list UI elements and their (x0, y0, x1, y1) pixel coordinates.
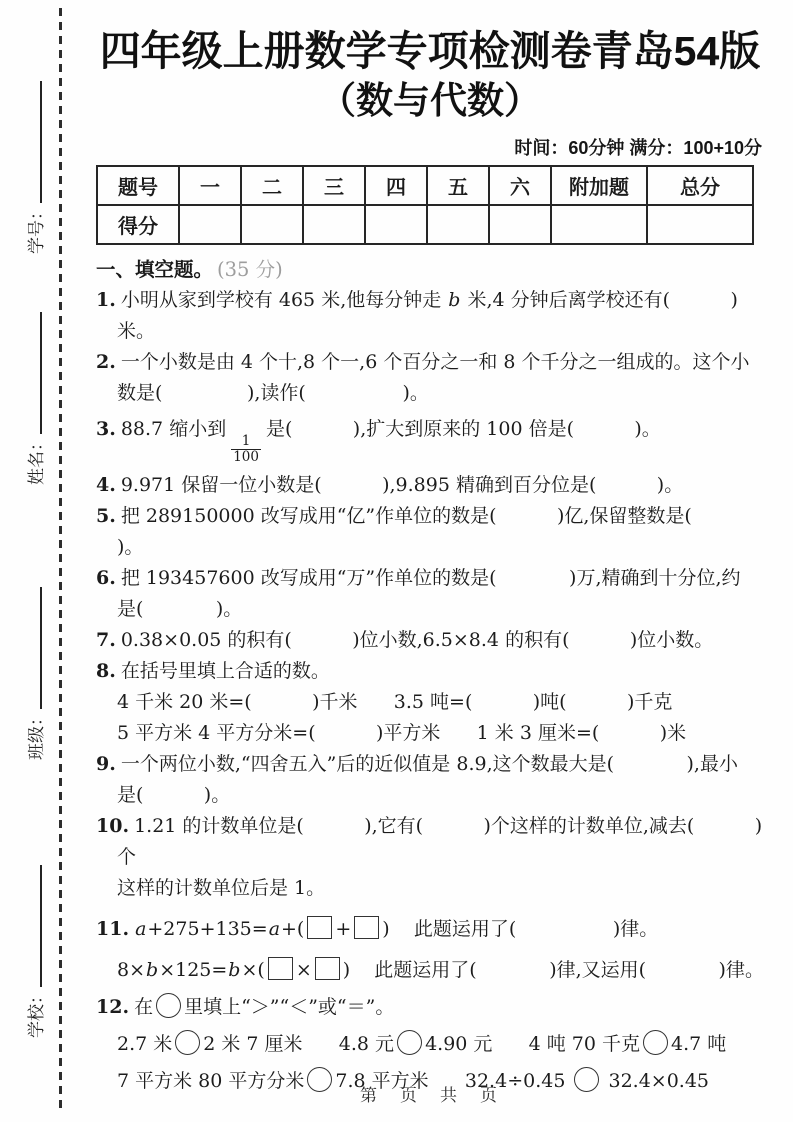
question-number: 5. (96, 504, 116, 527)
math-variable: a (135, 917, 147, 940)
question (96, 347, 764, 409)
question-number: 7. (96, 628, 116, 651)
question-line (96, 501, 764, 563)
section-points: (35 分) (217, 257, 283, 281)
question-line (117, 687, 764, 718)
blank-box (354, 916, 379, 939)
header-cell: 五 (427, 166, 489, 205)
compare-circle (156, 993, 181, 1018)
score-cell (365, 205, 427, 244)
section-heading (96, 254, 764, 282)
math-variable: b (228, 958, 241, 981)
question (96, 811, 764, 904)
score-table-header-row (97, 166, 753, 205)
blank-box (315, 957, 340, 980)
question-text: +275+135= (147, 917, 268, 940)
header-cell: 附加题 (551, 166, 647, 205)
question-number: 11. (96, 917, 130, 940)
question-text: 这样的计数单位后是 1。 (117, 876, 326, 899)
question-text: +( (281, 917, 305, 940)
question-text: 7 平方米 80 平方分米 (117, 1069, 305, 1092)
question-line (96, 656, 764, 687)
question-line (117, 378, 764, 409)
fraction-numerator: 1 (241, 432, 251, 449)
page-title: 四年级上册数学专项检测卷青岛54版 (99, 28, 761, 74)
question-text: 1.21 的计数单位是( ),它有( )个这样的计数单位,减去( )个 (117, 814, 763, 868)
question (96, 625, 764, 656)
question-line (96, 414, 764, 466)
header-cell: 六 (489, 166, 551, 205)
question-text: ) 此题运用了( )律,又运用( )律。 (342, 958, 764, 981)
question (96, 414, 764, 466)
question-number: 12. (96, 995, 130, 1018)
question-line (117, 955, 764, 986)
class-field (10, 570, 58, 760)
question-text: 在 (134, 995, 154, 1018)
question-text: 0.38×0.05 的积有( )位小数,6.5×8.4 的积有( )位小数。 (120, 628, 714, 651)
question-text: 2.7 米 (117, 1032, 173, 1055)
question-text: 7.8 平方米 32.4÷0.45 (335, 1069, 572, 1092)
question-line (117, 1029, 764, 1060)
question-text: 把 193457600 改写成用“万”作单位的数是( )万,精确到十分位,约 (120, 566, 741, 589)
question-line (96, 285, 764, 347)
question-text: × (295, 958, 312, 981)
header-cell: 一 (179, 166, 241, 205)
question-text: 把 289150000 改写成用“亿”作单位的数是( )亿,保留整数是( )。 (117, 504, 753, 558)
question-text: 在括号里填上合适的数。 (120, 659, 330, 682)
question-number: 8. (96, 659, 116, 682)
question-number: 4. (96, 473, 116, 496)
question-text: 4 千米 20 米=( )千米 3.5 吨=( )吨( )千克 (117, 690, 673, 713)
compare-circle (397, 1030, 422, 1055)
compare-circle (643, 1030, 668, 1055)
header-cell: 四 (365, 166, 427, 205)
name-field (10, 295, 58, 485)
question-text: 里填上“＞”“＜”或“＝”。 (184, 995, 395, 1018)
math-variable: b (448, 288, 461, 311)
question-line (117, 718, 764, 749)
class-blank-line (22, 587, 42, 709)
math-variable: a (268, 917, 281, 940)
question-text: 4.7 吨 (671, 1032, 727, 1055)
student-number-field (10, 64, 58, 254)
exam-content (96, 0, 764, 1097)
blank-box (268, 957, 293, 980)
question-number: 9. (96, 752, 116, 775)
math-variable: b (146, 958, 159, 981)
question-text: 4.90 元 4 吨 70 千克 (425, 1032, 641, 1055)
question-text: 一个两位小数,“四舍五入”后的近似值是 8.9,这个数最大是( ),最小 (120, 752, 738, 775)
compare-circle (175, 1030, 200, 1055)
question-text: 32.4×0.45 (602, 1069, 710, 1092)
questions-list (96, 285, 764, 1097)
question-text: 8× (117, 958, 146, 981)
question-line (96, 992, 764, 1023)
question-text: 小明从家到学校有 465 米,他每分钟走 (120, 288, 448, 311)
question (96, 501, 764, 563)
fraction-denominator: 100 (233, 449, 259, 466)
header-cell: 二 (241, 166, 303, 205)
question (96, 914, 764, 986)
score-cell (241, 205, 303, 244)
question-line (96, 914, 764, 945)
question-text: 2 米 7 厘米 4.8 元 (203, 1032, 395, 1055)
question-text: 一个小数是由 4 个十,8 个一,6 个百分之一和 8 个千分之一组成的。这个小 (120, 350, 750, 373)
blank-box (307, 916, 332, 939)
student-number-blank-line (22, 81, 42, 203)
question-text: 米,4 分钟后离学校还有( )米。 (117, 288, 738, 342)
question-text: 是( )。 (117, 783, 231, 806)
question-line (117, 780, 764, 811)
question (96, 656, 764, 749)
page-footer: 第 页 共 页 (360, 1086, 500, 1106)
header-cell: 题号 (97, 166, 179, 205)
question-text: 是( ),扩大到原来的 100 倍是( )。 (265, 417, 661, 440)
school-blank-line (22, 865, 42, 987)
question (96, 470, 764, 501)
page-subtitle: （数与代数） (319, 80, 541, 122)
question-text: + (335, 917, 352, 940)
score-table (96, 165, 754, 245)
exam-time-score-info: 时间：60分钟 满分：100+10分 (514, 137, 762, 158)
score-table-score-row (97, 205, 753, 244)
cut-dashed-line (59, 8, 62, 1108)
question-line (96, 347, 764, 378)
score-cell (303, 205, 365, 244)
question-line (117, 873, 764, 904)
question-number: 2. (96, 350, 116, 373)
school-label: 学校： (27, 987, 47, 1038)
school-field (10, 848, 58, 1038)
question-line (96, 749, 764, 780)
score-cell (551, 205, 647, 244)
question-text: 5 平方米 4 平方分米=( )平方米 1 米 3 厘米=( )米 (117, 721, 687, 744)
header-cell: 总分 (647, 166, 753, 205)
score-cell (427, 205, 489, 244)
question-line (96, 470, 764, 501)
question-text: ×( (241, 958, 265, 981)
question-number: 10. (96, 814, 130, 837)
score-cell (489, 205, 551, 244)
score-cell (179, 205, 241, 244)
question-number: 1. (96, 288, 116, 311)
score-cell (647, 205, 753, 244)
question-text: 88.7 缩小到 (120, 417, 227, 440)
section-title: 一、填空题。 (96, 257, 214, 281)
question (96, 563, 764, 625)
fraction (231, 434, 261, 466)
name-label: 姓名： (27, 434, 47, 485)
score-row-label: 得分 (97, 205, 179, 244)
header-cell: 三 (303, 166, 365, 205)
question-line (96, 563, 764, 594)
question (96, 749, 764, 811)
question-text: ×125= (159, 958, 228, 981)
question-text: 数是( ),读作( )。 (117, 381, 429, 404)
question-text: ) 此题运用了( )律。 (382, 917, 659, 940)
question-number: 6. (96, 566, 116, 589)
question-text: 9.971 保留一位小数是( ),9.895 精确到百分位是( )。 (120, 473, 684, 496)
question-text: 是( )。 (117, 597, 243, 620)
name-blank-line (22, 312, 42, 434)
question-line (96, 811, 764, 873)
question-line (96, 625, 764, 656)
question (96, 285, 764, 347)
class-label: 班级： (27, 709, 47, 760)
student-number-label: 学号： (27, 203, 47, 254)
question-line (117, 594, 764, 625)
question-number: 3. (96, 417, 116, 440)
